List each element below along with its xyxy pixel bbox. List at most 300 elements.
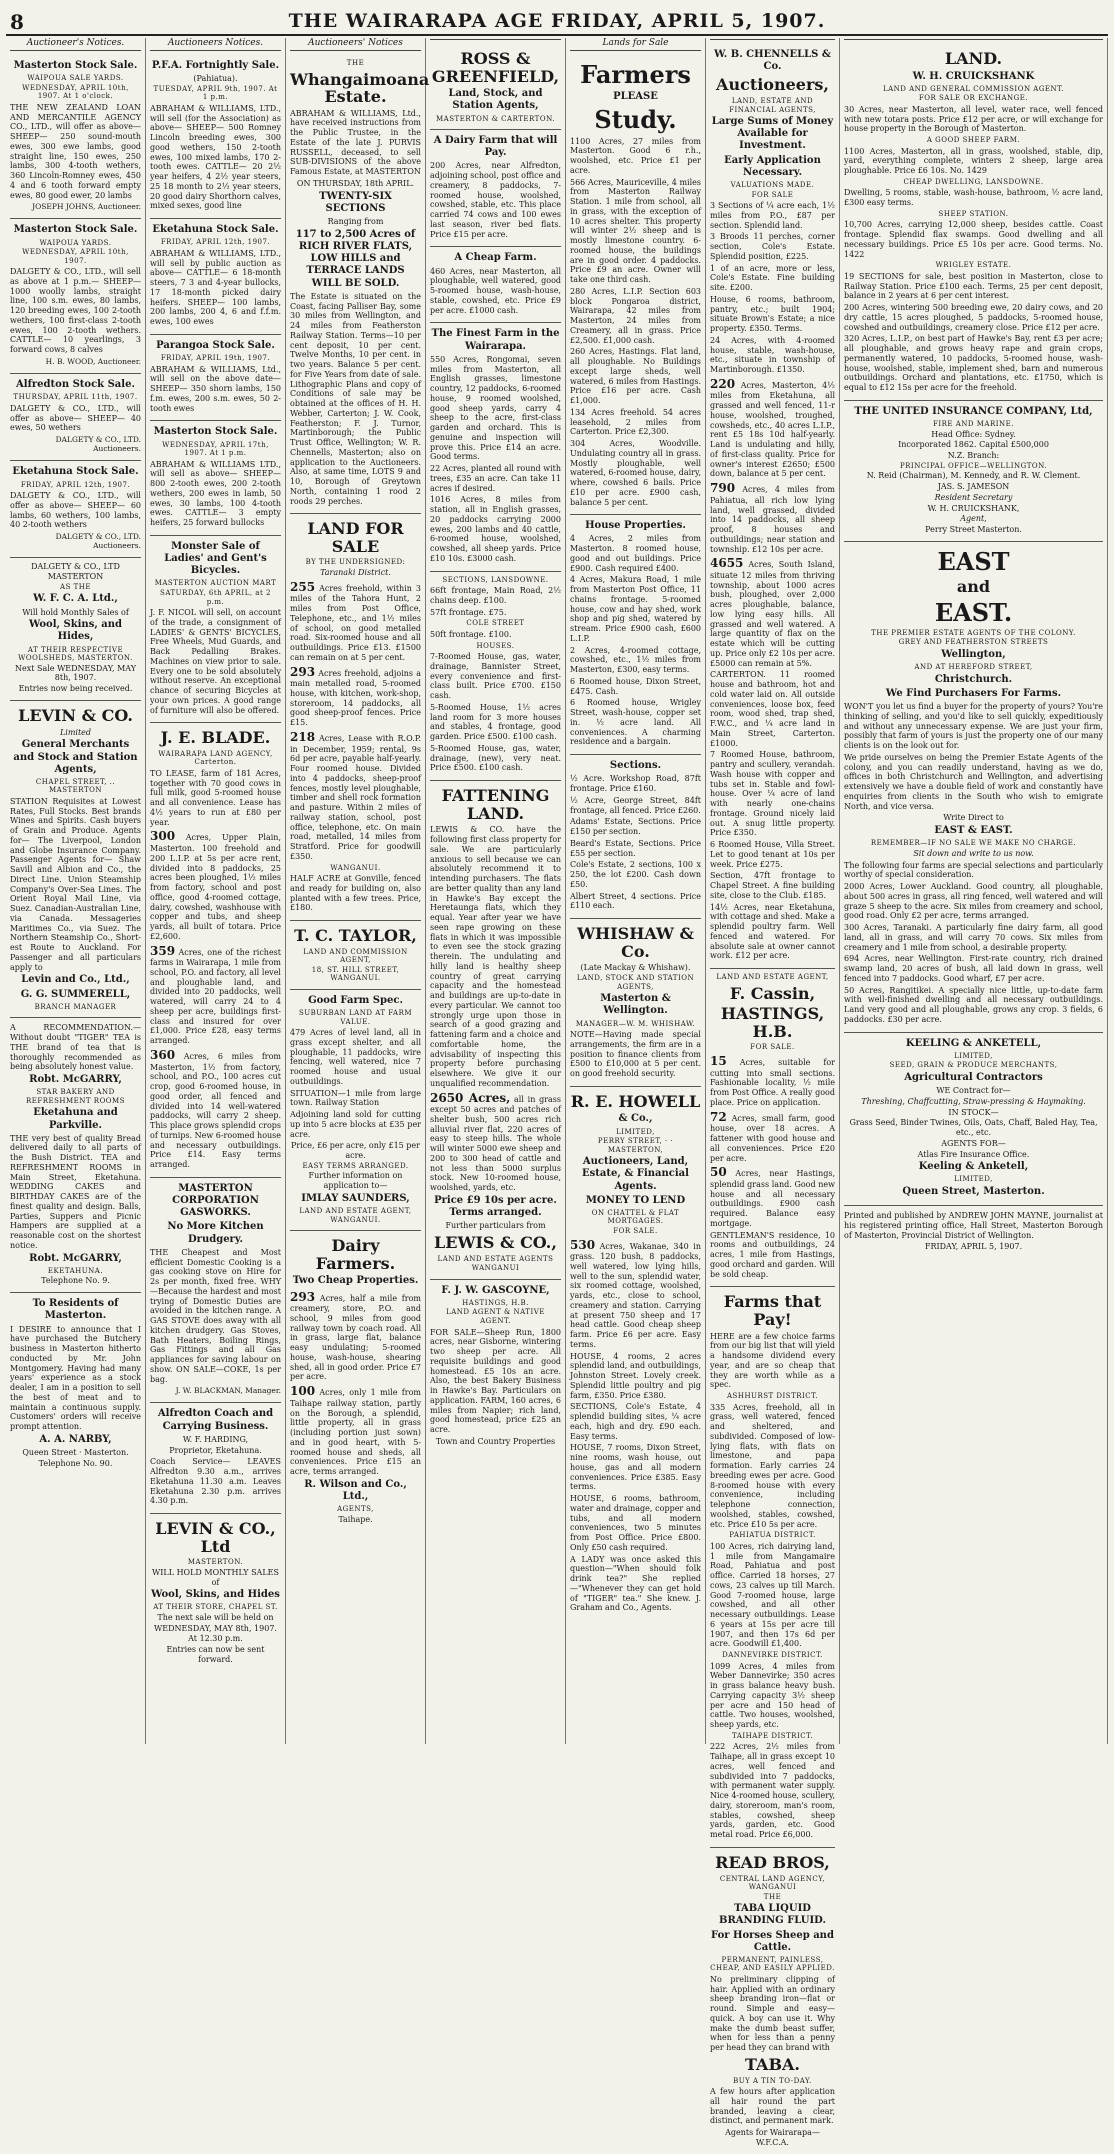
advert-narby-butchery [10,1293,141,1474]
advert-listing: SECTIONS, Cole's Estate, 4 splendid building sites, ¼ acre each, high and dry. £90 each. Easy terms. [570,1402,701,1441]
advert-title: Masterton Stock Sale. [13,224,138,236]
advert-house-properties [570,515,701,755]
advert-title: To Residents of Masterton. [32,1298,119,1322]
advert-listing [150,944,281,1046]
advert-title: A Cheap Farm. [454,252,537,264]
advert-district: Taranaki District. [320,567,391,577]
advert-signature: DALGETY & CO., LTD. Auctioneers. [55,435,141,454]
advert-cruickshank [844,44,1103,401]
advert-address: 18, ST. HILL STREET, WANGANUI. [311,965,400,983]
advert-signature: H. B. WOOD, Auctioneer. [45,356,141,366]
advert-place: HASTINGS, H.B. [462,1298,529,1307]
advert-masterton-stock-sale [150,421,281,536]
advert-listing [290,730,421,862]
advert-agent: W. H. CRUICKSHANK, [927,503,1020,513]
advert-date: FRIDAY, APRIL 19th, 1907. [160,354,271,363]
advert-date: WEDNESDAY, APRIL 10th, 1907. [22,248,129,265]
advert-listing [710,1110,835,1164]
listing-text: all in grass except 50 acres and patches of shelter bush, 500 acres rich alluvial river flat, 220 acres of easy to steep hills. The whole will winter 5000 ewe sheep and 200 to 300 head of cattle and not less than 5000 surplus stock. New 10-roomed house, woolshed, yards, etc. [430,1094,561,1193]
advert-subtitle: & Co., [618,1113,653,1125]
listing-text: Acres, Wakanae, 340 in grass. 120 bush, 8 paddocks, well watered, low lying hills, well to the sun, splendid water, six roomed cottage, woolshed, yards, etc., close to school, creamery and station. Carrying at present 750 sheep and 17 head cattle. Good cheap sheep farm. Price £6 per acre. Easy terms. [570,1241,701,1349]
advert-manager: MANAGER—W. M. WHISHAW. [575,1019,696,1028]
advert-levin-and-co [10,701,141,1018]
advert-title: READ BROS, [715,1852,830,1872]
column-6 [706,38,840,2147]
advert-for-sale: FOR SALE. [750,1043,795,1052]
advert-place: MASTERTON & CARTERTON. [436,114,555,123]
advert-body: ABRAHAM & WILLIAMS, Ltd., have received instructions from the Public Trustee, in the Estate of the late J. PURVIS RUSSELL, deceased, to sell SUB-DIVISIONS of the above Famous Estate, at MASTERTON [290,108,421,177]
advert-listing: 2000 Acres, Lower Auckland. Good country, all ploughable, about 500 acres in grass, all ring fenced, well watered and will graze 5 sheep to the acre. Six miles from creamery and school, good road. Only £2 per acre, terms arranged. [844,882,1103,921]
advert-secretary: JAS. S. JAMESON [937,482,1010,492]
advert-body: THE NEW ZEALAND LOAN AND MERCANTILE AGENCY CO., LTD., will offer as above— SHEEP— 250 sound-mouth ewes, 300 ewe lambs, good straight line, 150 ewes, 250 lambs, 300 4-tooth wethers, 360 Lincoln-Romney ewes, 450 4 and 6 tooth forward empty ewes, 80 good ewer, 20 lambs [10,102,141,200]
advert-sale-heading: FOR SALE OR EXCHANGE. [918,94,1029,103]
advert-address: Queen Street · Masterton. [22,1448,129,1457]
advert-listing: HALF ACRE at Gonville, fenced and ready for building on, also planted with a few trees. Price, £180. [290,874,421,913]
advert-listing: HOUSE, 6 rooms, bathroom, water and drainage, copper and tubs, and all modern conveniences, two 5 minutes from Post Office. Price £800. Only £50 cash required. [570,1494,701,1552]
advert-title: A Dairy Farm that will Pay. [433,135,558,159]
advert-title: Farms that Pay! [723,1292,822,1329]
advert-listing: 50ft frontage. £100. [430,629,512,639]
advert-claim: PERMANENT, PAINLESS, CHEAP, AND EASILY APPLIED. [710,1955,835,1973]
advert-district: DANNEVIRKE DISTRICT. [722,1651,823,1660]
advert-directors: N. Reid (Chairman), M. Kennedy, and R. W. Clement. [866,471,1081,481]
advert-line: AT THEIR STORE, CHAPEL ST. [153,1603,278,1612]
advert-listing: 5-Roomed House, 1½ acres land room for 3 more houses and stables, 4 frontage, good garden. Price £500. £100 cash. [430,702,561,742]
advert-blade-land-agency [150,723,281,1178]
listing-text: Acres, one of the richest farms in Wairarapa, 1 mile from school, P.O. and factory, all level and ploughable land, and divided into 20 paddocks, well watered, will carry 24 to 4 sheep per acre, buildings first-class and insured for over £1,000. Price £28, easy terms arranged. [150,947,282,1046]
advert-east-and-east [844,542,1103,1033]
advert-farmers-please-study [570,55,701,515]
advert-street: COLE STREET [466,619,525,628]
listing-text: Acres, Upper Plain, Masterton. 100 freehold and 200 L.I.P. at 5s per acre rent, divided into 8 paddocks, 25 acres been ploughed, 1½ miles from factory, school and post office, good 4-roomed cottage, dairy, cowshed, washhouse with copper and tubs, and sheep yards, all built of totara. Price £2,600. [150,833,281,941]
advert-line: Entries can now be sent forward. [166,1645,265,1664]
advert-listing: 3 Sections of ¼ acre each, 1½ miles from P.O., £87 per section. Splendid land. [710,201,835,230]
advert-secretary-role: Resident Secretary [934,492,1013,502]
advert-highlight: 117 to 2,500 Acres of RICH RIVER FLATS, LOW HILLS and TERRACE LANDS WILL BE SOLD. [295,228,416,289]
advert-subtitle: (Late Mackay & Whishaw). [580,963,691,973]
advert-headline: Agricultural Contractors [904,1071,1043,1083]
advert-subtitle: LAND AND GENERAL COMMISSION AGENT. [882,84,1065,93]
advert-name: W. H. CRUICKSHANK [912,70,1035,82]
advert-levin-wool-sales [150,1514,281,1671]
advert-masterton-sale-joseph-johns [10,55,141,219]
advert-keeling-anketell [844,1033,1103,1207]
advert-body: No preliminary clipping of hair. Applied with an ordinary sheep branding iron—flat or round. Simple and easy—quick. A boy can use it. Why make the dumb beast suffer, when for less than a penny per head they can brand with [710,1974,835,2053]
advert-title: T. C. TAYLOR, [294,926,417,946]
advert-note: NOTE—Having made special arrangements, the firm are in a position to finance clients from £500 to £10,000 at 5 per cent. on good freehold security. [570,1030,701,1079]
advert-listing: Albert Street, 4 sections. Price £110 each. [570,891,701,911]
advert-listing: SITUATION—1 mile from large town. Railway Station [290,1088,421,1108]
advert-line: AT THEIR RESPECTIVE WOOLSHEDS, MASTERTON. [18,645,133,663]
advert-body: DALGETY & CO., LTD., will offer as above— SHEEP— 60 lambs, 60 wethers, 100 lambs, 40 2-tooth wethers [10,491,141,530]
advert-write-to: EAST & EAST. [934,825,1013,837]
acreage-figure: 293 [290,664,316,679]
advert-office: Head Office: Sydney. [931,429,1016,439]
advert-address: PERRY STREET, · · MASTERTON, [597,1137,674,1154]
advert-subtitle: STAR BAKERY AND REFRESHMENT ROOMS [25,1088,126,1105]
advert-good-farm-spec [290,990,421,1231]
advert-place: WANGANUI [471,1264,520,1273]
advert-city: Christchurch. [934,673,1013,685]
listing-text: Acres freehold, adjoins a main metalled road, 5-roomed house, with kitchen, work-shop, storeroom, 14 paddocks, all good sheep-proof fences. Price £15. [290,668,421,728]
advert-cassin [710,969,835,1287]
advert-pfa-sale [150,55,281,219]
advert-body: We pride ourselves on being the Premier Estate Agents of the colony, and you can readily understand, having as we do, offices in both Christchurch and Wellington, and advertising extensively we have a double field of work and constantly have enquiries from clients in the South who wish to emigrate North, and vice versa. [844,752,1103,811]
advert-listing: 24 Acres, with 4-roomed house, stable, wash-house, etc., situate in township of Martinborough. £1350. [710,335,835,375]
advert-listing: House, 6 rooms, bathroom, pantry, etc.; built 1904; situate Brown's Estate; a nice property. £350. Terms. [710,294,835,334]
advert-listing: 479 Acres of level land, all in grass except shelter, and all ploughable, 11 paddocks, wire fencing, well watered, nice 7 roomed house and usual outbuildings. [290,1028,421,1086]
advert-title: F. Cassin, [729,983,816,1003]
advert-listing: 4 Acres, Makura Road, 1 mile from Masterton Post Office, 11 chains frontage. 5-roomed house, cow and hay shed, work shop and pig shed, watered by stream. Price £900 cash, £600 L.I.P. [570,575,701,643]
advert-listing [290,1384,421,1477]
advert-subtitle: CENTRAL LAND AGENCY, WANGANUI [719,1874,826,1892]
advert-title: THE UNITED INSURANCE COMPANY, Ltd, [854,405,1093,417]
advert-place: WAIPOUA SALE YARDS. [27,74,124,83]
column-3 [286,38,430,1744]
advert-listing [430,1091,561,1193]
advert-title: Farmers [580,59,691,89]
advert-subtitle: Land, Stock, and Station Agents, [448,88,543,112]
advert-listing: 200 Acres, wintering 500 breeding ewe, 20 dairy cows, and 20 dry cattle, 15 acres ploughed, 5 paddocks, 5-roomed house, cowshed and outbuildings, creamery close. Price £12 per acre. [844,303,1103,332]
advert-title: Masterton Stock Sale. [153,426,278,438]
advert-alfredton-sale [10,374,141,461]
advert-title-please: PLEASE [613,91,658,103]
advert-date: THURSDAY, APRIL 11th, 1907. [13,393,138,402]
advert-title-2: EAST. [934,597,1013,627]
advert-range: Ranging from [327,217,384,227]
advert-city: Wellington, [941,649,1006,660]
advert-title: F. J. W. GASCOYNE, [441,1284,550,1296]
advert-listing: 304 Acres, Woodville. Undulating country all in grass. Mostly ploughable, well watered, 6-roomed house, dairy, where, cowshed 6 bails. Price £10 per acre. £900 cash, balance 5 per cent. [570,439,701,507]
advert-stock-list: Grass Seed, Binder Twines, Oils, Oats, Chaff, Baled Hay, Tea, etc., etc. [849,1118,1098,1137]
listing-text: Acres, South Island, situate 12 miles from thriving township, about 1000 acres bush, ploughed, over 2,000 acres ploughable, balance, low lying easy hills. All grassed and well watered. A large quantity of flax on the estate which will be cutting up. Price only £2 10s per acre. £5000 can remain at 5%. [710,560,835,668]
advert-subtitle: LAND AGENT & NATIVE AGENT. [446,1308,545,1325]
advert-subtitle: SUBURBAN LAND AT FARM VALUE. [298,1009,413,1026]
acreage-figure: 50 [710,1165,727,1180]
advert-write: Write Direct to [943,813,1004,823]
advert-body: THE very best of quality Bread delivered daily to all parts of the Bush District. TEA and REFRESHMENT ROOMS in Main Street, Eketahuna. WEDDING CAKES and BIRTHDAY CAKES are of the finest quality and design. Balls, Parties, Suppers and Picnic Hampers are supplied at a reasonable cost on the shortest notice. [10,1133,141,1250]
advert-contract: WE Contract for— [936,1086,1011,1095]
column-1 [6,38,146,1744]
advert-place: WAIPOUA YARDS. [39,238,112,247]
advert-listing: HOUSE, 7 rooms, Dixon Street, nine rooms, wash house, out house, gas and all modern conveniences. Price £385. Easy terms. [570,1443,701,1492]
advert-money-heading: MONEY TO LEND [585,1194,686,1206]
imprint-date: FRIDAY, APRIL 5, 1907. [924,1242,1023,1252]
advert-agent-address: LAND AND ESTATE AGENT, WANGANUI. [299,1207,412,1224]
advert-listing: 694 Acres, near Wellington. First-rate country, rich drained swamp land, 20 acres of bush, all laid down in grass, well fenced into 7 paddocks. Good wharf, £7 per acre. [844,954,1103,983]
advert-the: THE [763,1892,782,1901]
advert-title: Sections. [609,760,662,772]
advert-place: Taihape. [338,1514,373,1524]
column-7 [840,38,1108,1744]
advert-listing: 3 Broods 11 perches, corner section, Cole's Estate. Splendid position, £225. [710,232,835,261]
advert-address: CHAPEL STREET, .. MASTERTON [35,777,116,795]
advert-listing: 10,700 Acres, carrying 12,000 sheep, besides cattle. Coast frontage. Splendid flax swamps. Good dwelling and all necessary buildings. Price £5 10s per acre. Good terms. No. 1422 [844,220,1103,259]
advert-read-bros-taba [710,1848,835,2154]
advert-signature: A. A. NARBY, [39,1433,112,1445]
advert-alfredton-coach [150,1403,281,1514]
advert-listing [710,1054,835,1108]
advert-signature: BRANCH MANAGER [34,1002,117,1011]
listing-text: Acres, half a mile from creamery, store, P.O. and school, 9 miles from good railway town by coach road. All in grass, large flat, balance easy undulating; 5-roomed house, wash-house, shearing shed, all in good order. Price £7 per acre. [290,1293,421,1382]
advert-body: WON'T you let us find a buyer for the property of yours? You're thinking of selling, and you'd like to sell quickly, expeditiously and without any unnecessary expense. We are just your firm, possibly that farm of yours is just the property one of our many clients is on the look out for. [844,702,1103,751]
column-heading: Auctioneers' Notices [290,38,421,51]
advert-price: Price £9 10s per acre. Terms arranged. [434,1194,557,1219]
advert-body: 550 Acres, Rongomai, seven miles from Masterton, all English grasses, limestone country, 12 paddocks, 6-roomed house, 9 roomed woolshed, good sheep yards, carry 4 sheep to the acre, first-class garden and orchard. This is genuine and inspection will prove this. Price £14 an acre. Good terms. [430,354,561,462]
advert-signature-limited: LIMITED, [954,1175,993,1184]
advert-signature-role: AGENTS, [337,1505,374,1514]
column-heading [430,38,561,40]
advert-money-line: ON CHATTEL & FLAT MORTGAGES. [591,1208,680,1226]
advert-eketahuna-stock-sale [150,219,281,335]
advert-listing: 30 Acres, near Masterton, all level, water race, well fenced with new totara posts. Price £12 per acre, or will exchange for house property in the Borough of Masterton. [844,104,1103,134]
advert-listing: 6 Roomed House, Villa Street. Let to good tenant at 10s per week. Price £275. [710,840,835,869]
advert-line: SEED, GRAIN & PRODUCE MERCHANTS, [889,1061,1058,1070]
advert-date: TUESDAY, APRIL 9th, 1907. At 1 p.m. [153,84,278,102]
masthead [6,8,1108,36]
advert-body: FOR SALE—Sheep Run, 1800 acres, near Gisborne, wintering two sheep per acre. All requisite buildings and good homestead. £5 10s an acre. Also, the best Bakery Business in Hawke's Bay. Particulars on application. FARM, 160 acres, 6 miles from Napier; rich land, good homestead, price £25 an acre. [430,1327,561,1434]
advert-limited: LIMITED, [616,1127,655,1136]
advert-place: HASTINGS, H.B. [720,1004,825,1041]
advert-listing: Dwelling, 5 rooms, stable, wash-house, bathroom, ½ acre land, £300 easy terms. [844,188,1103,208]
acreage-figure: 4655 [710,556,744,571]
advert-date: FRIDAY, APRIL 12th, 1907. [20,480,131,489]
advert-for-sale: FOR SALE. [613,1227,658,1235]
advert-listing: 57ft frontage. £75. [430,607,507,617]
advert-telephone: Telephone No. 90. [38,1458,113,1468]
acreage-figure: 790 [710,481,736,496]
advert-contract-list: Threshing, Chaffcutting, Straw-pressing & Haymaking. [861,1096,1086,1106]
advert-bicycle-sale [150,536,281,723]
advert-price: Price, £6 per acre, only £15 per acre. [291,1141,420,1161]
advert-details: The Estate is situated on the Coast, facing Palliser Bay, some 30 miles from Wellington, and 24 miles from Featherston Railway Station. Terms—10 per cent deposit, 10 per cent. Twelve Months, 10 per cent. in two years. Balance 5 per cent. for Five Years from date of sale. Lithographic Plans and copy of Conditions of sale may be obtained at the offices of H. H. Webber, Carterton; J. W. Cook, Featherston; F. J. Turnor, Martinborough; the Public Trust Office, Wellington; W. R. Chennells, Masterton; also on application to the Auctioneers. Also, at same time, LOTS 9 and 10, Borough of Greytown North, containing 1 rood 2 roods 29 perches. [290,291,421,506]
advert-title: House Properties. [585,520,686,532]
advert-signature: JOSEPH JOHNS, Auctioneer. [32,202,141,212]
advert-subtitle: Two Cheap Properties. [292,1275,419,1287]
advert-title: FATTENING LAND. [441,786,550,823]
advert-terms: EASY TERMS ARRANGED. [302,1161,409,1170]
advert-time: At 12.30 p.m. [188,1634,243,1644]
advert-listing: GENTLEMAN'S residence, 10 rooms and outbuildings, 24 acres, 1 mile from Hastings, good orchard and garden. Will be sold cheap. [710,1230,835,1279]
advert-listing: 1 of an acre, more or less, Cole's Estate. Fine building site. £200. [710,263,835,293]
advert-subtitle: FIRE AND MARINE. [933,420,1014,429]
advert-body: I DESIRE to announce that I have purchased the Butchery business in Masterton hitherto conducted by Mr. John Montgomery. Having had many years' experience as a stock dealer, I am in a position to sell the best of meat and to maintain a continuous supply. Customers' orders will receive prompt attention. [10,1324,141,1432]
advert-place: WANGANUI. [330,863,381,872]
advert-intro: A RECOMMENDATION.— Without doubt "TIGER" TEA is THE brand of tea that is thoroughly recommended as being absolutely honest value. [10,1023,141,1072]
advert-signature: Robt. McGARRY, [29,1252,122,1264]
advert-body: DALGETY & CO., LTD., will offer as above— SHEEP— 40 ewes, 50 wethers [10,403,141,433]
advert-listing: Beard's Estate, Sections. Price £55 per section. [570,838,701,858]
advert-title: EAST [937,546,1010,576]
column-4 [426,38,566,1744]
advert-headline: General Merchants and Stock and Station Agents, [13,739,138,775]
advert-listing [710,556,835,668]
advert-listing: 66ft frontage, Main Road, 2½ chains deep. £100. [430,586,561,605]
advert-body: 460 Acres, near Masterton, all ploughable, well watered, good 5-roomed house, wash-house, stable, cowshed, etc. Price £9 per acre. £1000 cash. [430,266,561,315]
advert-intro: WILL HOLD MONTHLY SALES of [152,1567,279,1587]
advert-title: Alfredton Stock Sale. [16,379,135,391]
advert-gascoyne [430,1280,561,1453]
advert-sections [570,755,701,919]
advert-agent-role: Agent, [960,514,987,524]
advert-remember: REMEMBER—IF NO SALE WE MAKE NO CHARGE. [870,839,1077,848]
column-2 [146,38,286,1744]
advert-dairy-farmers [290,1231,421,1530]
advert-body: ABRAHAM & WILLIAMS LTD., will sell as above— SHEEP— 800 2-tooth ewes, 200 2-tooth wethers, 200 ewes in lamb, 50 ewes, 30 lambs, 100 4-tooth ewes. CATTLE— 3 empty heifers, 25 forward bullocks [150,459,281,528]
advert-product: TABA LIQUID BRANDING FLUID. [719,1903,826,1927]
advert-signature-address: Queen Street, Masterton. [902,1185,1045,1197]
advert-listing: 1099 Acres, 4 miles from Weber Dannevirke; 350 acres in grass balance heavy bush. Carrying capacity 3½ sheep per acre and 150 head of cattle. Two houses, woolshed, sheep yards, etc. [710,1661,835,1730]
advert-for-sale: FOR SALE [751,190,794,199]
advert-listing: 5-Roomed House, gas, water, drainage, (new), very neat. Price £500. £100 cash. [430,743,561,773]
advert-address: Perry Street Masterton. [925,525,1022,535]
advert-listing: 4 Acres, 2 miles from Masterton. 8 roomed house, good and out buildings. Price £900. Cash required £400. [570,534,701,573]
advert-listing: Cole's Estate, 2 sections, 100 x 250, the lot £200. Cash down £50. [570,860,701,889]
advert-place: (Pahiatua). [193,74,238,84]
advert-subheading: A GOOD SHEEP FARM. [926,136,1021,145]
advert-ross-greenfield [430,44,561,130]
advert-limited: LIMITED, [954,1051,993,1060]
advert-tea-notice: A LADY was once asked this question—"When should folk drink tea?" She replied—"Whenever they can get hold of "TIGER" tea." She knew. J. Graham and Co., Agents. [570,1554,701,1613]
advert-subtitle: WAIRARAPA LAND AGENCY, Carterton. [158,749,273,767]
advert-agents-list: Atlas Fire Insurance Office. [917,1149,1030,1159]
advert-title-study: Study. [594,105,677,135]
advert-listing: 7-Roomed House, gas, water, drainage, Bannister Street, every convenience and first-class built. Price £700. £150 cash. [430,652,561,701]
advert-listing: TO LEASE, farm of 181 Acres, together with 70 good cows in full milk, good 5-roomed house and all convenience. Lease has 4½ years to run at £80 per year. [150,768,281,827]
acreage-figure: 2650 Acres, [430,1090,511,1105]
advert-houses-heading: HOUSES. [476,641,515,650]
advert-subtitle: THE PREMIER ESTATE AGENTS OF THE COLONY. [871,628,1076,637]
advert-title: J. E. BLADE. [160,728,271,748]
advert-date: FRIDAY, APRIL 12th, 1907. [160,238,271,247]
advert-place: Eketahuna and Parkville. [33,1107,118,1131]
advert-agent: IMLAY SAUNDERS, [301,1192,410,1204]
advert-body: ABRAHAM & WILLIAMS, LTD., will sell (for the Association) as above— SHEEP— 500 Romney Lincoln breeding ewes, 300 good wethers, 150 2-tooth ewes, 100 mixed lambs, 170 2-tooth ewes. CATTLE— 20 2½ year heifers, 4 2½ year steers, 25 18 month to 2½ year steers, 20 good dairy Shorthorn calves, mixed sexes, good line [150,103,281,211]
advert-title: R. E. HOWELL [570,1091,701,1111]
advert-listing: 260 Acres, Hastings. Flat land, all ploughable. No Buildings except large sheds, well watered, 6 miles from Hastings. Price £16 per acre. Cash £1,000. [570,347,701,406]
advert-district: PAHIATUA DISTRICT. [729,1531,816,1540]
listing-text: Acres, suitable for cutting into small sections. Fashionable locality, ½ mile from Post Office. A really good place. Price on application. [710,1058,836,1107]
advert-listing [290,580,421,663]
advert-title: Dairy Farmers. [315,1236,396,1273]
advert-title: MASTERTON CORPORATION GASWORKS. [172,1182,259,1219]
advert-title: LAND FOR SALE [307,519,404,556]
advert-subtitle: LAND, ESTATE AND FINANCIAL AGENTS, [729,96,816,114]
advert-listing [290,1290,421,1383]
advert-signature: DALGETY & CO., LTD. Auctioneers. [55,532,141,551]
advert-line: Entries now being received. [18,684,133,694]
advert-telephone: Telephone No. 9. [41,1276,110,1286]
advert-incorporated: Incorporated 1862. Capital £500,000 [898,440,1049,450]
advert-signature: J. W. BLACKMAN, Manager. [175,1386,281,1396]
advert-gasworks [150,1178,281,1404]
advert-listing: 222 Acres, 2½ miles from Taihape, all in grass except 10 acres, well fenced and subdivided into 7 paddocks, with permanent water supply. Nice 4-roomed house, scullery, dairy, storeroom, man's room, stables, cowshed, sheep yards, garden, etc. Good metal road. Price £6,000. [710,1742,836,1840]
advert-sit-down: Sit down and write to us now. [913,848,1034,858]
advert-finest-farm [430,323,561,571]
advert-place: MASTERTON AUCTION MART [154,579,277,588]
advert-taylor [290,921,421,990]
advert-role: Proprietor, Eketahuna. [169,1445,262,1455]
advert-title: KEELING & ANKETELL, [905,1037,1042,1049]
advert-date: ON THURSDAY, 18th APRIL. [296,178,415,188]
listing-text: Acres, 6 miles from Masterton, 1½ from factory, school, and P.O., 100 acres cut crop, good 6-roomed house, in good order, all fenced and divided into 14 well-watered paddocks, will carry 2 sheep. This place grows splendid crops of turnips. New 6-roomed house and necessary outbuildings. Price £14. Easy terms arranged. [150,1051,281,1170]
advert-agent: LEWIS & CO., [434,1233,557,1253]
advert-body: ABRAHAM & WILLIAMS, LTD., will sell by public auction as above— CATTLE— 6 18-month steers, 7 3 and 4-year bullocks, 17 18-month picked dairy heifers. SHEEP— 100 lambs, 200 lambs, 200 4, 6 and f.f.m. ewes, 100 ewes [150,248,281,327]
advert-line: LAND, STOCK AND STATION AGENTS, [576,974,695,991]
advert-title: LAND. [944,49,1003,68]
advert-product-name: TABA. [745,2054,800,2074]
advert-agents: Agents for Wairarapa—W.F.C.A. [725,2128,820,2147]
advert-early: Early Application Necessary. [724,154,821,178]
advert-listing: 2 Acres, 4-roomed cottage, cowshed, etc., 1½ miles from Masterton, £300, easy terms. [570,645,701,675]
advert-title: Alfredton Coach and Carrying Business. [157,1408,274,1432]
advert-body: ABRAHAM & WILLIAMS, Ltd., will sell on the above date— SHEEP— 350 shorn lambs, 150 f.m. ewes, 200 s.m. ewes, 50 2-tooth ewes [150,364,281,413]
advert-branch: N.Z. Branch: [947,451,1000,461]
advert-listing: 320 Acres, L.I.P., on best part of Hawke's Bay, rent £3 per acre; all ploughable, and grows heavy rape and grain crops, permanently watered, 10 paddocks, 5-roomed house, wash-house, woolshed, stable, implement shed, barn and numerous outbuildings. Orchard and plantations, etc. £1750, which is equal to £12 15s per acre for the freehold. [844,334,1103,393]
advert-agents: AGENTS FOR— [941,1138,1006,1148]
advert-headline: Masterton & Wellington. [600,993,671,1017]
advert-listing: 19 SECTIONS for sale, best position in Masterton, close to Railway Station. Price £100 each. Terms, 25 per cent deposit, balance in 2 years at 6 per cent interest. [844,271,1103,301]
advert-further: Further information on application to— [308,1171,403,1191]
acreage-figure: 220 [710,376,736,391]
advert-land-for-sale [290,514,421,921]
advert-address: AND AT HEREFORD STREET, [914,663,1033,672]
advert-body: J. F. NICOL will sell, on account of the trade, a consignment of LADIES' & GENTS' BICYCLES, Free Wheels, Mud Guards, and Back Pedalling Brakes. Machines on view prior to sale. Every one to be sold absolutely without reserve. An exceptional chance of securing Bicycles at your own prices. A good range of furniture will also be offered. [150,608,281,715]
advert-listing: Adjoining land sold for cutting up into 5 acre blocks at £35 per acre. [290,1110,421,1139]
listing-text: Acres, Lease with R.O.P. in December, 1959; rental, 9s 6d per acre, payable half-yearly. Four roomed house. Divided into 4 paddocks, sheep-proof fences, mostly level ploughable, timber and shell rock formation and pasture. Within 2 miles of railway station, school, post office, telephone, etc. On main road, metalled, 14 miles from Stratford. Price for goodwill £350. [290,733,421,861]
column-5 [566,38,706,1744]
listing-text: Acres, 4 miles from Pahiatua, all rich low lying land, well grassed, divided into 14 paddocks, all sheep proof, 8 houses and outbuildings; near station and township. £12 10s per acre. [710,485,835,554]
advert-body: A few hours after application all hair round the part branded, leaving a clear, distinct, and permanent mark. [710,2087,835,2126]
imprint-text: Printed and published by ANDREW JOHN MAYNE, journalist at his registered printing office, Hall Street, Masterton Borough of Masterton, Provincial District of Wellington. [844,1211,1103,1240]
advert-agent-role: LAND AND ESTATE AGENTS [437,1254,554,1263]
advert-call: BUY A TIN TO-DAY. [733,2076,812,2085]
advert-listing [710,377,835,479]
advert-title: DALGETY & CO., LTD MASTERTON [31,562,120,582]
page-number: 8 [10,10,24,34]
advert-title: P.F.A. Fortnightly Sale. [151,59,280,71]
advert-company: W. F. C. A. Ltd., [33,593,118,605]
advert-title: Good Farm Spec. [308,994,403,1006]
advert-mcgarry-bakery [10,1018,141,1293]
advert-listing: 6 Roomed house, Dixon Street, £475. Cash. [570,676,701,696]
advert-listing: 1100 Acres, Masterton, all in grass, woolshed, stable, dip, yard, everything complete, winters 2 sheep, large area ploughable. Price £6 10s. No. 1429 [844,146,1103,176]
listing-text: Acres, Masterton, 4½ miles from Eketahuna, all grassed and well fenced, 11-r house, woolshed, troughed, cowsheds, etc., 40 acres L.I.P., rent £5 18s 10d half-yearly. Land is undulating and hilly, of first-class quality. Price for owner's interest £2650; £500 down, balance at 5 per cent. [710,380,835,479]
advert-line: The next sale will be held on [157,1612,274,1622]
advert-whangaimoana-estate [290,55,430,514]
listing-text: Acres freehold, within 3 miles of the Tahora Hunt, 2 miles from Post Office, Telephone, etc., and 1½ miles of school, on good metalled road. Six-roomed house and all outbuildings. Price £13. £1500 can remain on at 5 per cent. [290,583,421,662]
advert-whishaw [570,919,701,1087]
advert-signature: G. G. SUMMERELL, [20,988,131,1000]
advert-title: Eketahuna Stock Sale. [152,224,279,236]
advert-headline: We Find Purchasers For Farms. [885,687,1062,699]
advert-title: WHISHAW & Co. [577,924,694,961]
newspaper-title: THE WAIRARAPA AGE FRIDAY, APRIL 5, 1907. [288,10,826,32]
advert-united-insurance [844,401,1103,542]
advert-listing: 22 Acres, planted all round with trees, £35 an acre. Can take 11 acres if desired. [430,464,561,493]
advert-town: EKETAHUNA. [47,1266,104,1275]
advert-listing: 335 Acres, freehold, all in grass, well watered, fenced and sheltered, and subdivided. Composed of low-lying flats, with flats on limestone, and papa formation. Early carries 24 breeding ewes per acre. Good 8-roomed house with every convenience, including telephone connection, woolshed, stables, cowshed, etc. Price £10 5s per acre. [710,1402,835,1529]
advert-principal: PRINCIPAL OFFICE—WELLINGTON. [899,461,1048,470]
advert-fattening-land [430,781,561,1280]
advert-listing: 50 Acres, Rangitikei. A specially nice little, up-to-date farm with well-finished dwelling and all necessary outbuildings. Land very good and all ploughable, grows any crop. 3 fields, 6 paddocks. £30 per acre. [844,985,1103,1024]
advert-listing [290,665,421,728]
advert-valuations: VALUATIONS MADE. [730,180,815,189]
advert-headline: TWENTY-SIX SECTIONS [319,190,392,214]
advert-listing: Adams' Estate, Sections. Price £150 per section. [570,817,701,837]
advert-listing [150,829,281,941]
advert-title: ROSS & GREENFIELD, [431,49,560,86]
